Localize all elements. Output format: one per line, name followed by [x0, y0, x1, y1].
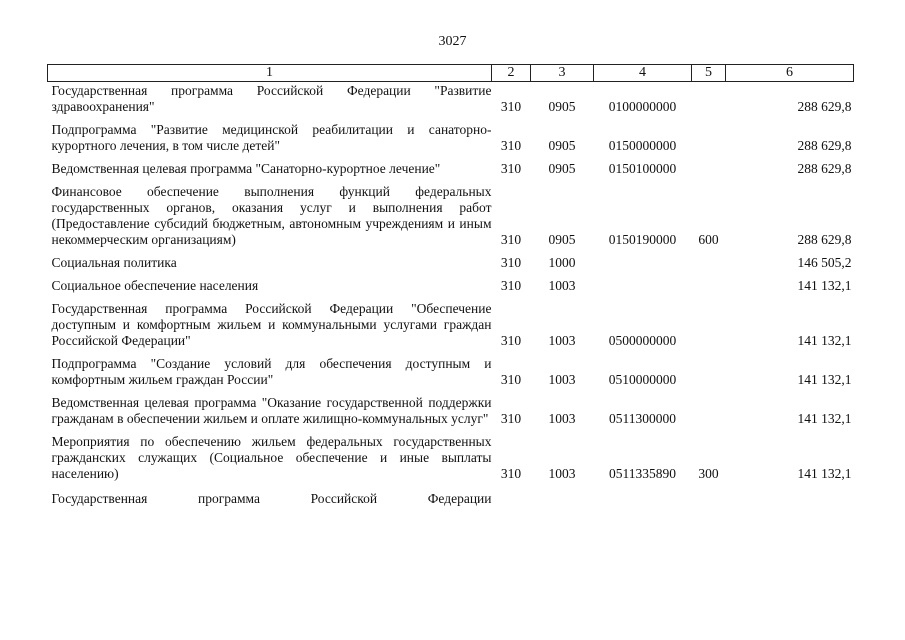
row-cell-5	[692, 395, 726, 434]
row-name-cell	[48, 184, 492, 255]
table-row	[48, 255, 854, 278]
row-cell-empty	[594, 489, 692, 507]
row-cell-3: 1003	[548, 333, 576, 348]
row-cell-4: 0150000000	[608, 138, 677, 153]
row-cell-3: 1003	[548, 278, 576, 293]
row-cell-2: 310	[500, 255, 522, 270]
table-row	[48, 184, 854, 255]
row-cell-3: 0905	[548, 232, 576, 247]
budget-table	[47, 64, 854, 507]
row-cell-3: 1003	[548, 466, 576, 481]
row-cell-6: 141 132,1	[797, 333, 852, 348]
row-name: Социальное обеспечение населения	[51, 278, 259, 293]
row-cell-5	[692, 82, 726, 123]
row-cell-2: 310	[500, 138, 522, 153]
row-name-cell	[48, 82, 492, 123]
row-name-cell	[48, 255, 492, 278]
page-number: 3027	[438, 34, 467, 49]
row-name: Государственная программа Российской Федерации "Развитие здравоохранения"	[51, 83, 492, 114]
column-header-5: 5	[692, 65, 726, 82]
row-name: Государственная программа Российской Федерации	[51, 491, 492, 506]
table-row	[48, 434, 854, 489]
table-row	[48, 301, 854, 356]
row-cell-3: 0905	[548, 99, 576, 114]
row-cell-4: 0510000000	[608, 372, 677, 387]
row-cell-2: 310	[500, 372, 522, 387]
row-name: Ведомственная целевая программа "Оказание государственной поддержки гражданам в обеспечении жильем и оплате жилищно-коммунальных услуг"	[51, 395, 492, 426]
row-cell-3: 1003	[548, 372, 576, 387]
table-row	[48, 122, 854, 161]
row-cell-empty	[726, 489, 854, 507]
row-cell-2: 310	[500, 278, 522, 293]
row-name: Мероприятия по обеспечению жильем федеральных государственных гражданских служащих (Социальное обеспечение и иные выплаты населению)	[51, 434, 492, 481]
table-row	[48, 278, 854, 301]
row-name-cell	[48, 161, 492, 184]
row-cell-empty	[531, 489, 594, 507]
row-cell-2: 310	[500, 232, 522, 247]
row-cell-5	[692, 356, 726, 395]
table-row-partial	[48, 489, 854, 507]
row-name-cell	[48, 489, 492, 507]
row-cell-6: 146 505,2	[797, 255, 852, 270]
row-cell-2: 310	[500, 466, 522, 481]
row-cell-empty	[492, 489, 531, 507]
row-name-cell	[48, 356, 492, 395]
row-cell-4: 0100000000	[608, 99, 677, 114]
row-cell-6: 141 132,1	[797, 411, 852, 426]
table-row	[48, 356, 854, 395]
row-name: Ведомственная целевая программа "Санаторно-курортное лечение"	[51, 161, 441, 176]
row-cell-6: 288 629,8	[797, 138, 852, 153]
column-header-2: 2	[492, 65, 531, 82]
row-name: Социальная политика	[51, 255, 177, 270]
row-name: Подпрограмма "Развитие медицинской реабилитации и санаторно-курортного лечения, в том числе детей"	[51, 122, 492, 153]
row-cell-6: 141 132,1	[797, 466, 852, 481]
row-cell-5	[692, 122, 726, 161]
row-cell-5: 300	[698, 466, 719, 481]
row-name-cell	[48, 122, 492, 161]
row-cell-2: 310	[500, 411, 522, 426]
row-name: Подпрограмма "Создание условий для обеспечения доступным и комфортным жильем граждан России"	[51, 356, 492, 387]
column-header-1: 1	[48, 65, 492, 82]
row-cell-empty	[692, 489, 726, 507]
row-cell-6: 288 629,8	[797, 99, 852, 114]
table-row	[48, 395, 854, 434]
row-cell-5	[692, 278, 726, 301]
row-cell-6: 141 132,1	[797, 278, 852, 293]
row-cell-3: 0905	[548, 161, 576, 176]
row-cell-6: 288 629,8	[797, 161, 852, 176]
row-name-cell	[48, 434, 492, 489]
table-body	[48, 82, 854, 508]
row-cell-6: 288 629,8	[797, 232, 852, 247]
row-name-cell	[48, 395, 492, 434]
row-cell-4: 0511335890	[609, 466, 676, 481]
row-cell-5: 600	[698, 232, 719, 247]
table-header	[48, 65, 854, 82]
row-name: Государственная программа Российской Федерации "Обеспечение доступным и комфортным жильем и коммунальными услугами граждан Российской Федерации"	[51, 301, 492, 348]
row-cell-4: 0511300000	[609, 411, 676, 426]
row-cell-5	[692, 255, 726, 278]
row-cell-2: 310	[500, 161, 522, 176]
row-cell-4: 0150190000	[608, 232, 677, 247]
table-row	[48, 82, 854, 123]
row-cell-6: 141 132,1	[797, 372, 852, 387]
table-row	[48, 161, 854, 184]
row-cell-5	[692, 301, 726, 356]
row-cell-3: 1000	[548, 255, 576, 270]
row-cell-4: 0150100000	[608, 161, 677, 176]
row-cell-2: 310	[500, 333, 522, 348]
row-name: Финансовое обеспечение выполнения функций федеральных государственных органов, оказания услуг и выполнения работ (Предоставление субсидий бюджетным, автономным учреждениям и иным некоммерческим организациям)	[51, 184, 492, 247]
row-cell-5	[692, 161, 726, 184]
column-header-3: 3	[531, 65, 594, 82]
row-cell-3: 1003	[548, 411, 576, 426]
row-name-cell	[48, 301, 492, 356]
row-cell-3: 0905	[548, 138, 576, 153]
row-cell-2: 310	[500, 99, 522, 114]
column-header-4: 4	[594, 65, 692, 82]
row-cell-4: 0500000000	[608, 333, 677, 348]
column-header-6: 6	[726, 65, 854, 82]
row-name-cell	[48, 278, 492, 301]
row-cell-4	[594, 255, 692, 278]
row-cell-4	[594, 278, 692, 301]
